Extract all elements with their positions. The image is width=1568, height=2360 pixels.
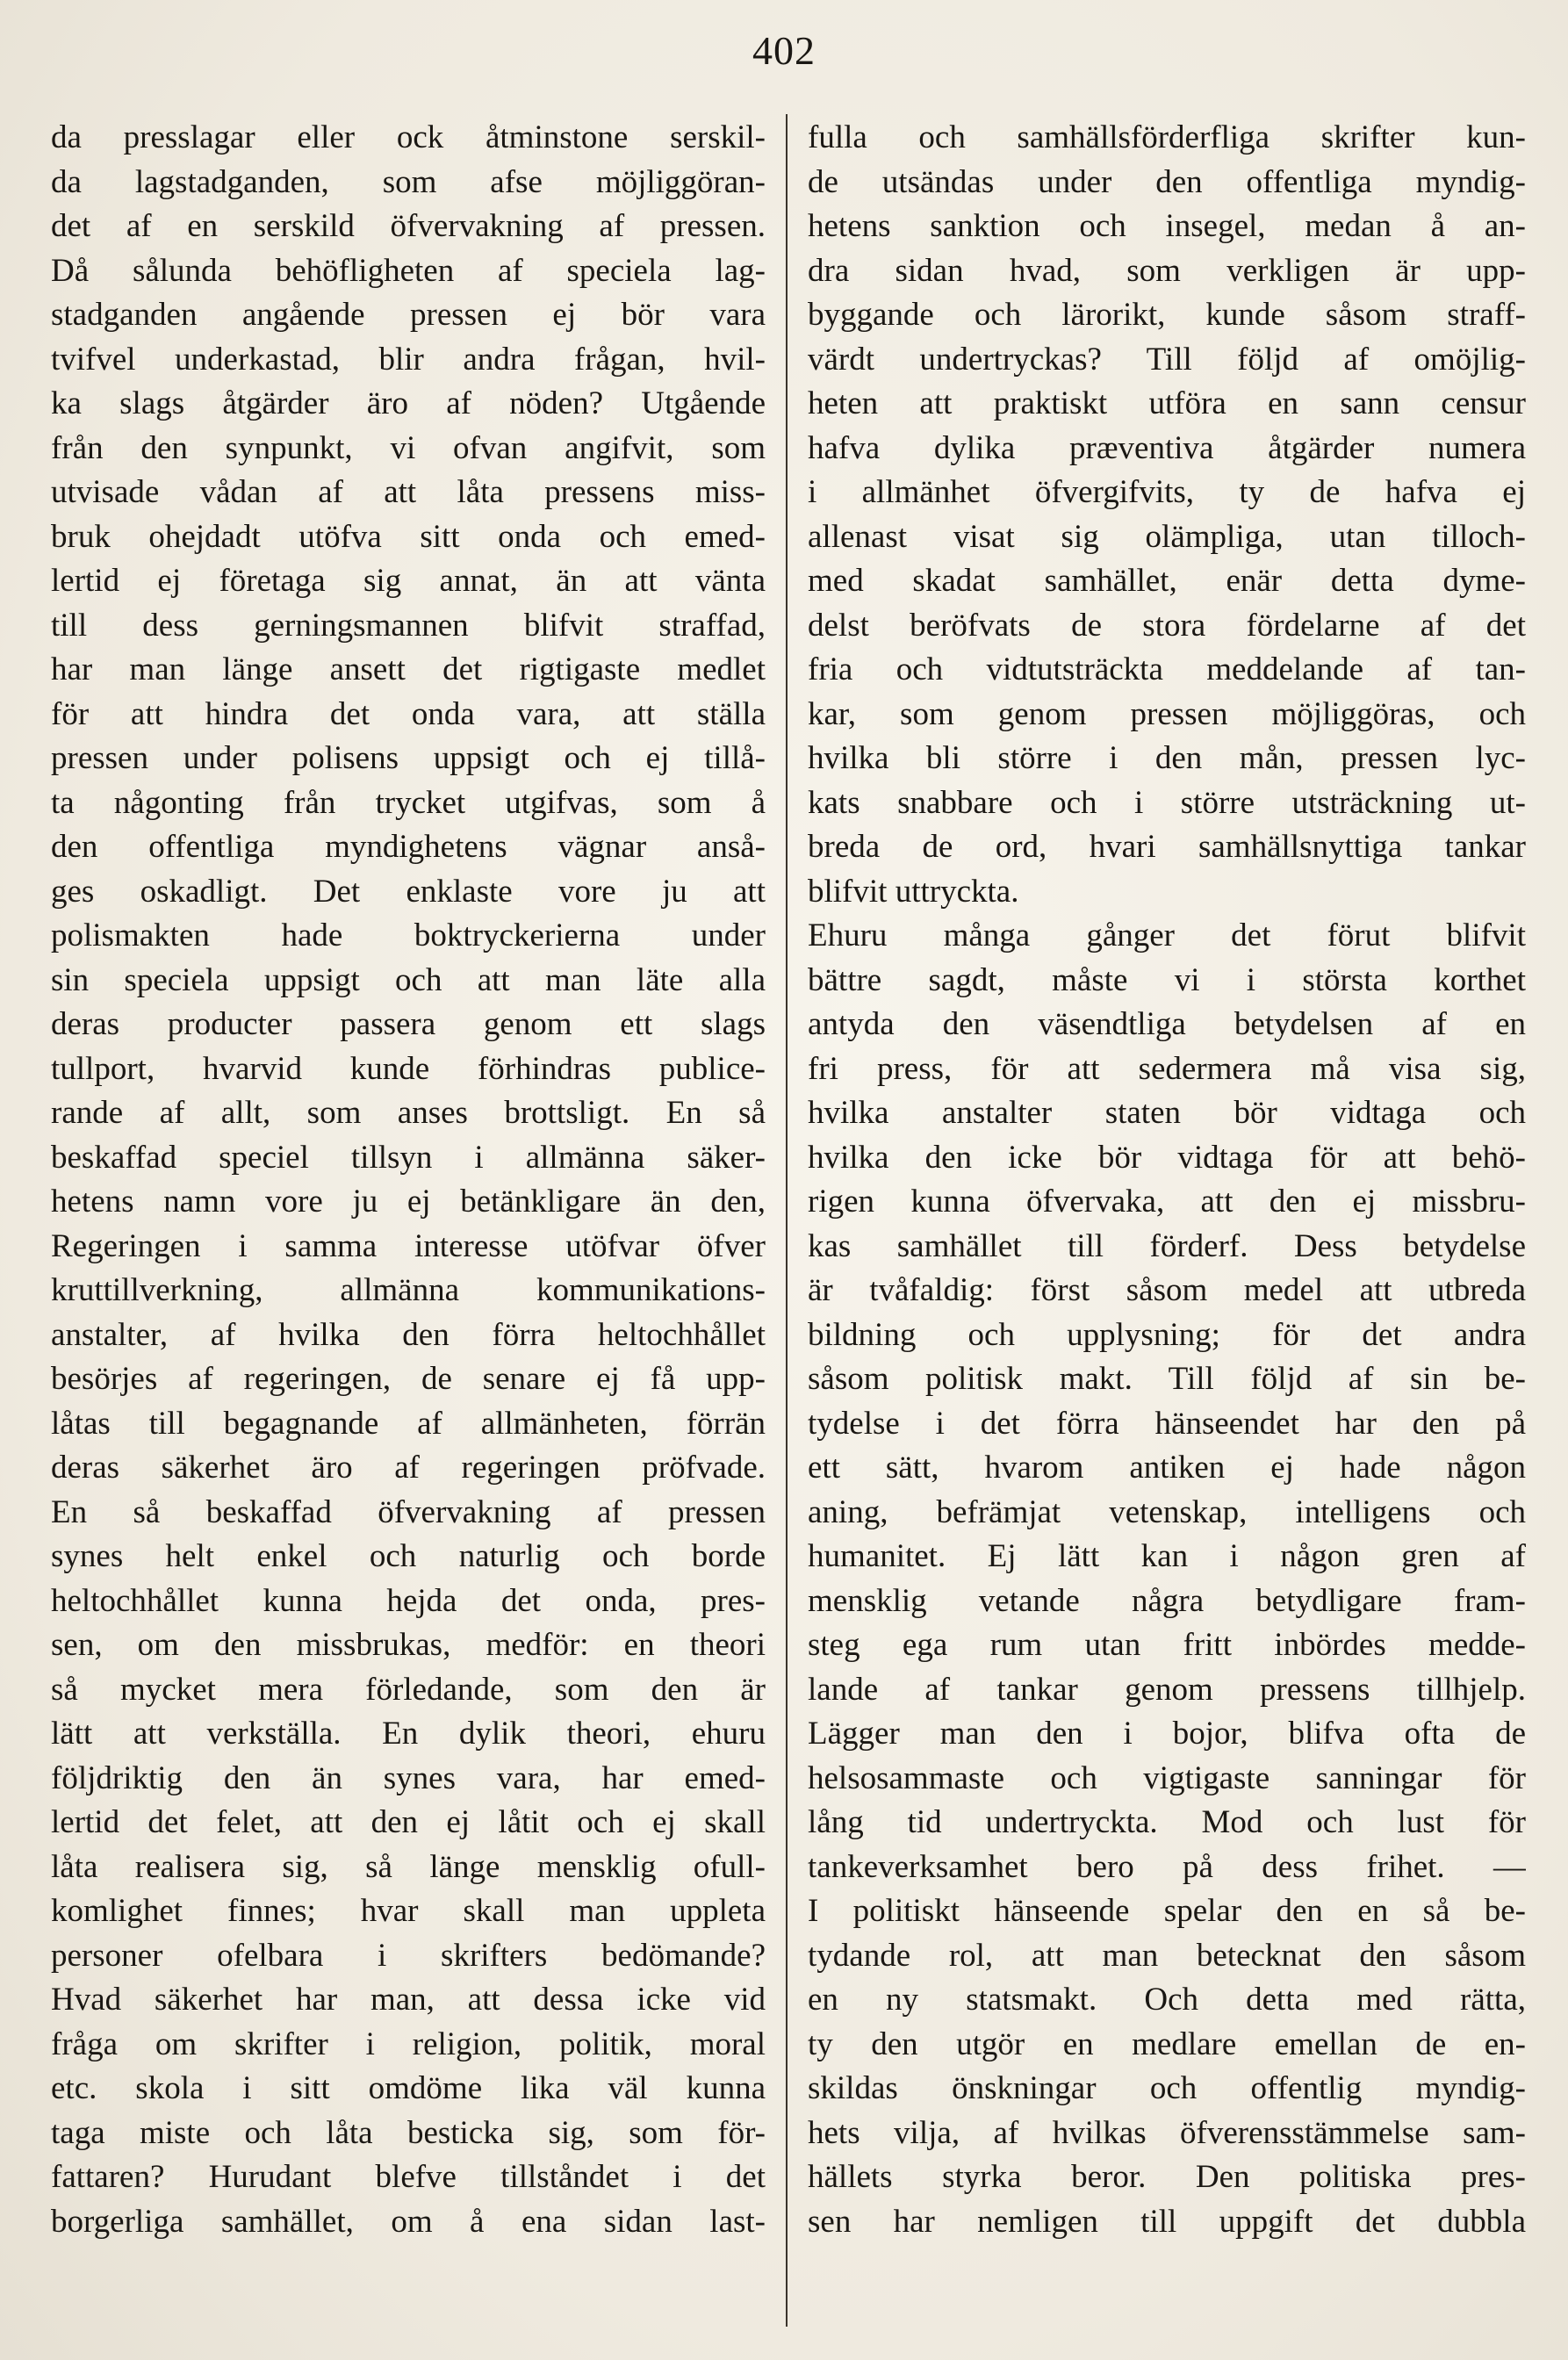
text-line: sin speciela uppsigt och att man läte alla [51,961,766,998]
text-line: bruk ohejdadt utöfva sitt onda och emed- [51,518,766,555]
text-line: ett sätt, hvarom antiken ej hade någon [808,1450,1526,1486]
text-line: byggande och lärorikt, kunde såsom straff- [808,297,1526,333]
text-line: komlighet finnes; hvar skall man uppleta [51,1893,766,1929]
text-line: låta realisera sig, så länge mensklig ofull- [51,1848,766,1885]
text-line: polismakten hade boktryckerierna under [51,917,766,953]
text-line: till dess gerningsmannen blifvit straffad, [51,607,766,644]
text-line: tullport, hvarvid kunde förhindras publice- [51,1050,766,1087]
text-line: lång tid undertryckta. Mod och lust för [808,1804,1526,1840]
text-line: besörjes af regeringen, de senare ej få upp- [51,1361,766,1397]
text-line: den offentliga myndighetens vägnar anså- [51,829,766,865]
text-line: antyda den väsendtliga betydelsen af en [808,1006,1526,1042]
text-line: lande af tankar genom pressens tillhjelp. [808,1671,1526,1708]
text-line: da lagstadganden, som afse möjliggöran- [51,163,766,200]
text-line: kas samhället till förderf. Dess betydelse [808,1227,1526,1264]
text-line: tvifvel underkastad, blir andra frågan, hvil- [51,341,766,378]
text-line: såsom politisk makt. Till följd af sin be- [808,1361,1526,1397]
text-line: tankeverksamhet bero på dess frihet. — [808,1848,1526,1885]
text-line: hvilka bli större i den mån, pressen lyc- [808,740,1526,776]
text-line: heten att praktiskt utföra en sann censur [808,385,1526,421]
text-line: personer ofelbara i skrifters bedömande? [51,1937,766,1974]
text-line: fria och vidtutsträckta meddelande af tan- [808,651,1526,687]
text-line: da presslagar eller ock åtminstone serskil- [51,119,766,155]
text-line: är tvåfaldig: först såsom medel att utbreda [808,1272,1526,1308]
page-number: 402 [752,28,816,73]
text-line: I politiskt hänseende spelar den en så be- [808,1893,1526,1929]
text-line: hafva dylika præventiva åtgärder numera [808,429,1526,466]
text-line: ka slags åtgärder äro af nöden? Utgående [51,385,766,421]
text-line: fri press, för att sedermera må visa sig, [808,1050,1526,1087]
text-line: hetens namn vore ju ej betänkligare än den, [51,1184,766,1220]
text-line: från den synpunkt, vi ofvan angifvit, som [51,429,766,466]
text-line: ta någonting från trycket utgifvas, som å [51,784,766,821]
text-line: delst beröfvats de stora fördelarne af det [808,607,1526,644]
text-line: rande af allt, som anses brottsligt. En så [51,1095,766,1131]
text-line: stadganden angående pressen ej bör vara [51,297,766,333]
text-line: mensklig vetande några betydligare fram- [808,1582,1526,1619]
text-line: lertid ej företaga sig annat, än att vänta [51,563,766,599]
text-line: lertid det felet, att den ej låtit och ej skall [51,1804,766,1840]
text-line: tydande rol, att man betecknat den såsom [808,1937,1526,1974]
text-line: för att hindra det onda vara, att ställa [51,695,766,732]
text-line: hetens sanktion och insegel, medan å an- [808,208,1526,244]
text-line: lätt att verkställa. En dylik theori, ehuru [51,1716,766,1752]
text-line: fattaren? Hurudant blefve tillståndet i det [51,2159,766,2195]
text-line: steg ega rum utan fritt inbördes medde- [808,1627,1526,1663]
text-line: deras säkerhet äro af regeringen pröfvade. [51,1450,766,1486]
text-line: taga miste och låta besticka sig, som för- [51,2114,766,2151]
text-line: dra sidan hvad, som verkligen är upp- [808,252,1526,289]
text-line: bildning och upplysning; för det andra [808,1316,1526,1353]
text-line: deras producter passera genom ett slags [51,1006,766,1042]
text-line: beskaffad speciel tillsyn i allmänna säker- [51,1139,766,1176]
text-line: blifvit uttryckta. [808,873,1019,910]
text-line: tydelse i det förra hänseendet har den på [808,1405,1526,1442]
text-line: kruttillverkning, allmänna kommunikations- [51,1272,766,1308]
text-line: kar, som genom pressen möjliggöras, och [808,695,1526,732]
text-line: heltochhållet kunna hejda det onda, pres- [51,1582,766,1619]
text-line: i allmänhet öfvergifvits, ty de hafva ej [808,474,1526,510]
text-line: Hvad säkerhet har man, att dessa icke vid [51,1982,766,2018]
text-line: breda de ord, hvari samhällsnyttiga tankar [808,829,1526,865]
text-line: följdriktig den än synes vara, har emed- [51,1759,766,1796]
text-line: kats snabbare och i större utsträckning ut- [808,784,1526,821]
left-text-column [51,116,766,2244]
text-line: helsosammaste och vigtigaste sanningar för [808,1759,1526,1796]
text-line: bättre sagdt, måste vi i största korthet [808,961,1526,998]
text-line: ty den utgör en medlare emellan de en- [808,2025,1526,2062]
text-line: fulla och samhällsförderfliga skrifter kun- [808,119,1526,155]
text-line: så mycket mera förledande, som den är [51,1671,766,1708]
right-text-column [808,116,1526,2244]
text-line: borgerliga samhället, om å ena sidan last- [51,2203,766,2240]
text-line: hvilka den icke bör vidtaga för att behö- [808,1139,1526,1176]
text-line: hvilka anstalter staten bör vidtaga och [808,1095,1526,1131]
text-line: etc. skola i sitt omdöme lika väl kunna [51,2070,766,2106]
text-line: En så beskaffad öfvervakning af pressen [51,1493,766,1530]
text-line: Ehuru många gånger det förut blifvit [808,917,1526,953]
text-line: sen har nemligen till uppgift det dubbla [808,2203,1526,2240]
text-line: aning, befrämjat vetenskap, intelligens och [808,1493,1526,1530]
text-line: Lägger man den i bojor, blifva ofta de [808,1716,1526,1752]
text-line: anstalter, af hvilka den förra heltochhållet [51,1316,766,1353]
text-line: hällets styrka beror. Den politiska pres- [808,2159,1526,2195]
text-line: rigen kunna öfvervaka, att den ej missbru- [808,1184,1526,1220]
text-line: med skadat samhället, enär detta dyme- [808,563,1526,599]
text-line: fråga om skrifter i religion, politik, moral [51,2025,766,2062]
text-line: ges oskadligt. Det enklaste vore ju att [51,873,766,910]
text-line: humanitet. Ej lätt kan i någon gren af [808,1538,1526,1574]
text-line: det af en serskild öfvervakning af pressen. [51,208,766,244]
text-line: Då sålunda behöfligheten af speciela lag- [51,252,766,289]
text-line: de utsändas under den offentliga myndig- [808,163,1526,200]
text-line: pressen under polisens uppsigt och ej tillå- [51,740,766,776]
text-line: har man länge ansett det rigtigaste medlet [51,651,766,687]
text-line: synes helt enkel och naturlig och borde [51,1538,766,1574]
text-line: en ny statsmakt. Och detta med rätta, [808,1982,1526,2018]
text-line: utvisade vådan af att låta pressens miss- [51,474,766,510]
text-line: värdt undertryckas? Till följd af omöjlig- [808,341,1526,378]
text-line: allenast visat sig olämpliga, utan tilloch- [808,518,1526,555]
text-line: skildas önskningar och offentlig myndig- [808,2070,1526,2106]
text-line: låtas till begagnande af allmänheten, förrän [51,1405,766,1442]
text-line: sen, om den missbrukas, medför: en theori [51,1627,766,1663]
column-divider [786,114,788,2327]
text-line: hets vilja, af hvilkas öfverensstämmelse sam- [808,2114,1526,2151]
text-line: Regeringen i samma interesse utöfvar öfver [51,1227,766,1264]
